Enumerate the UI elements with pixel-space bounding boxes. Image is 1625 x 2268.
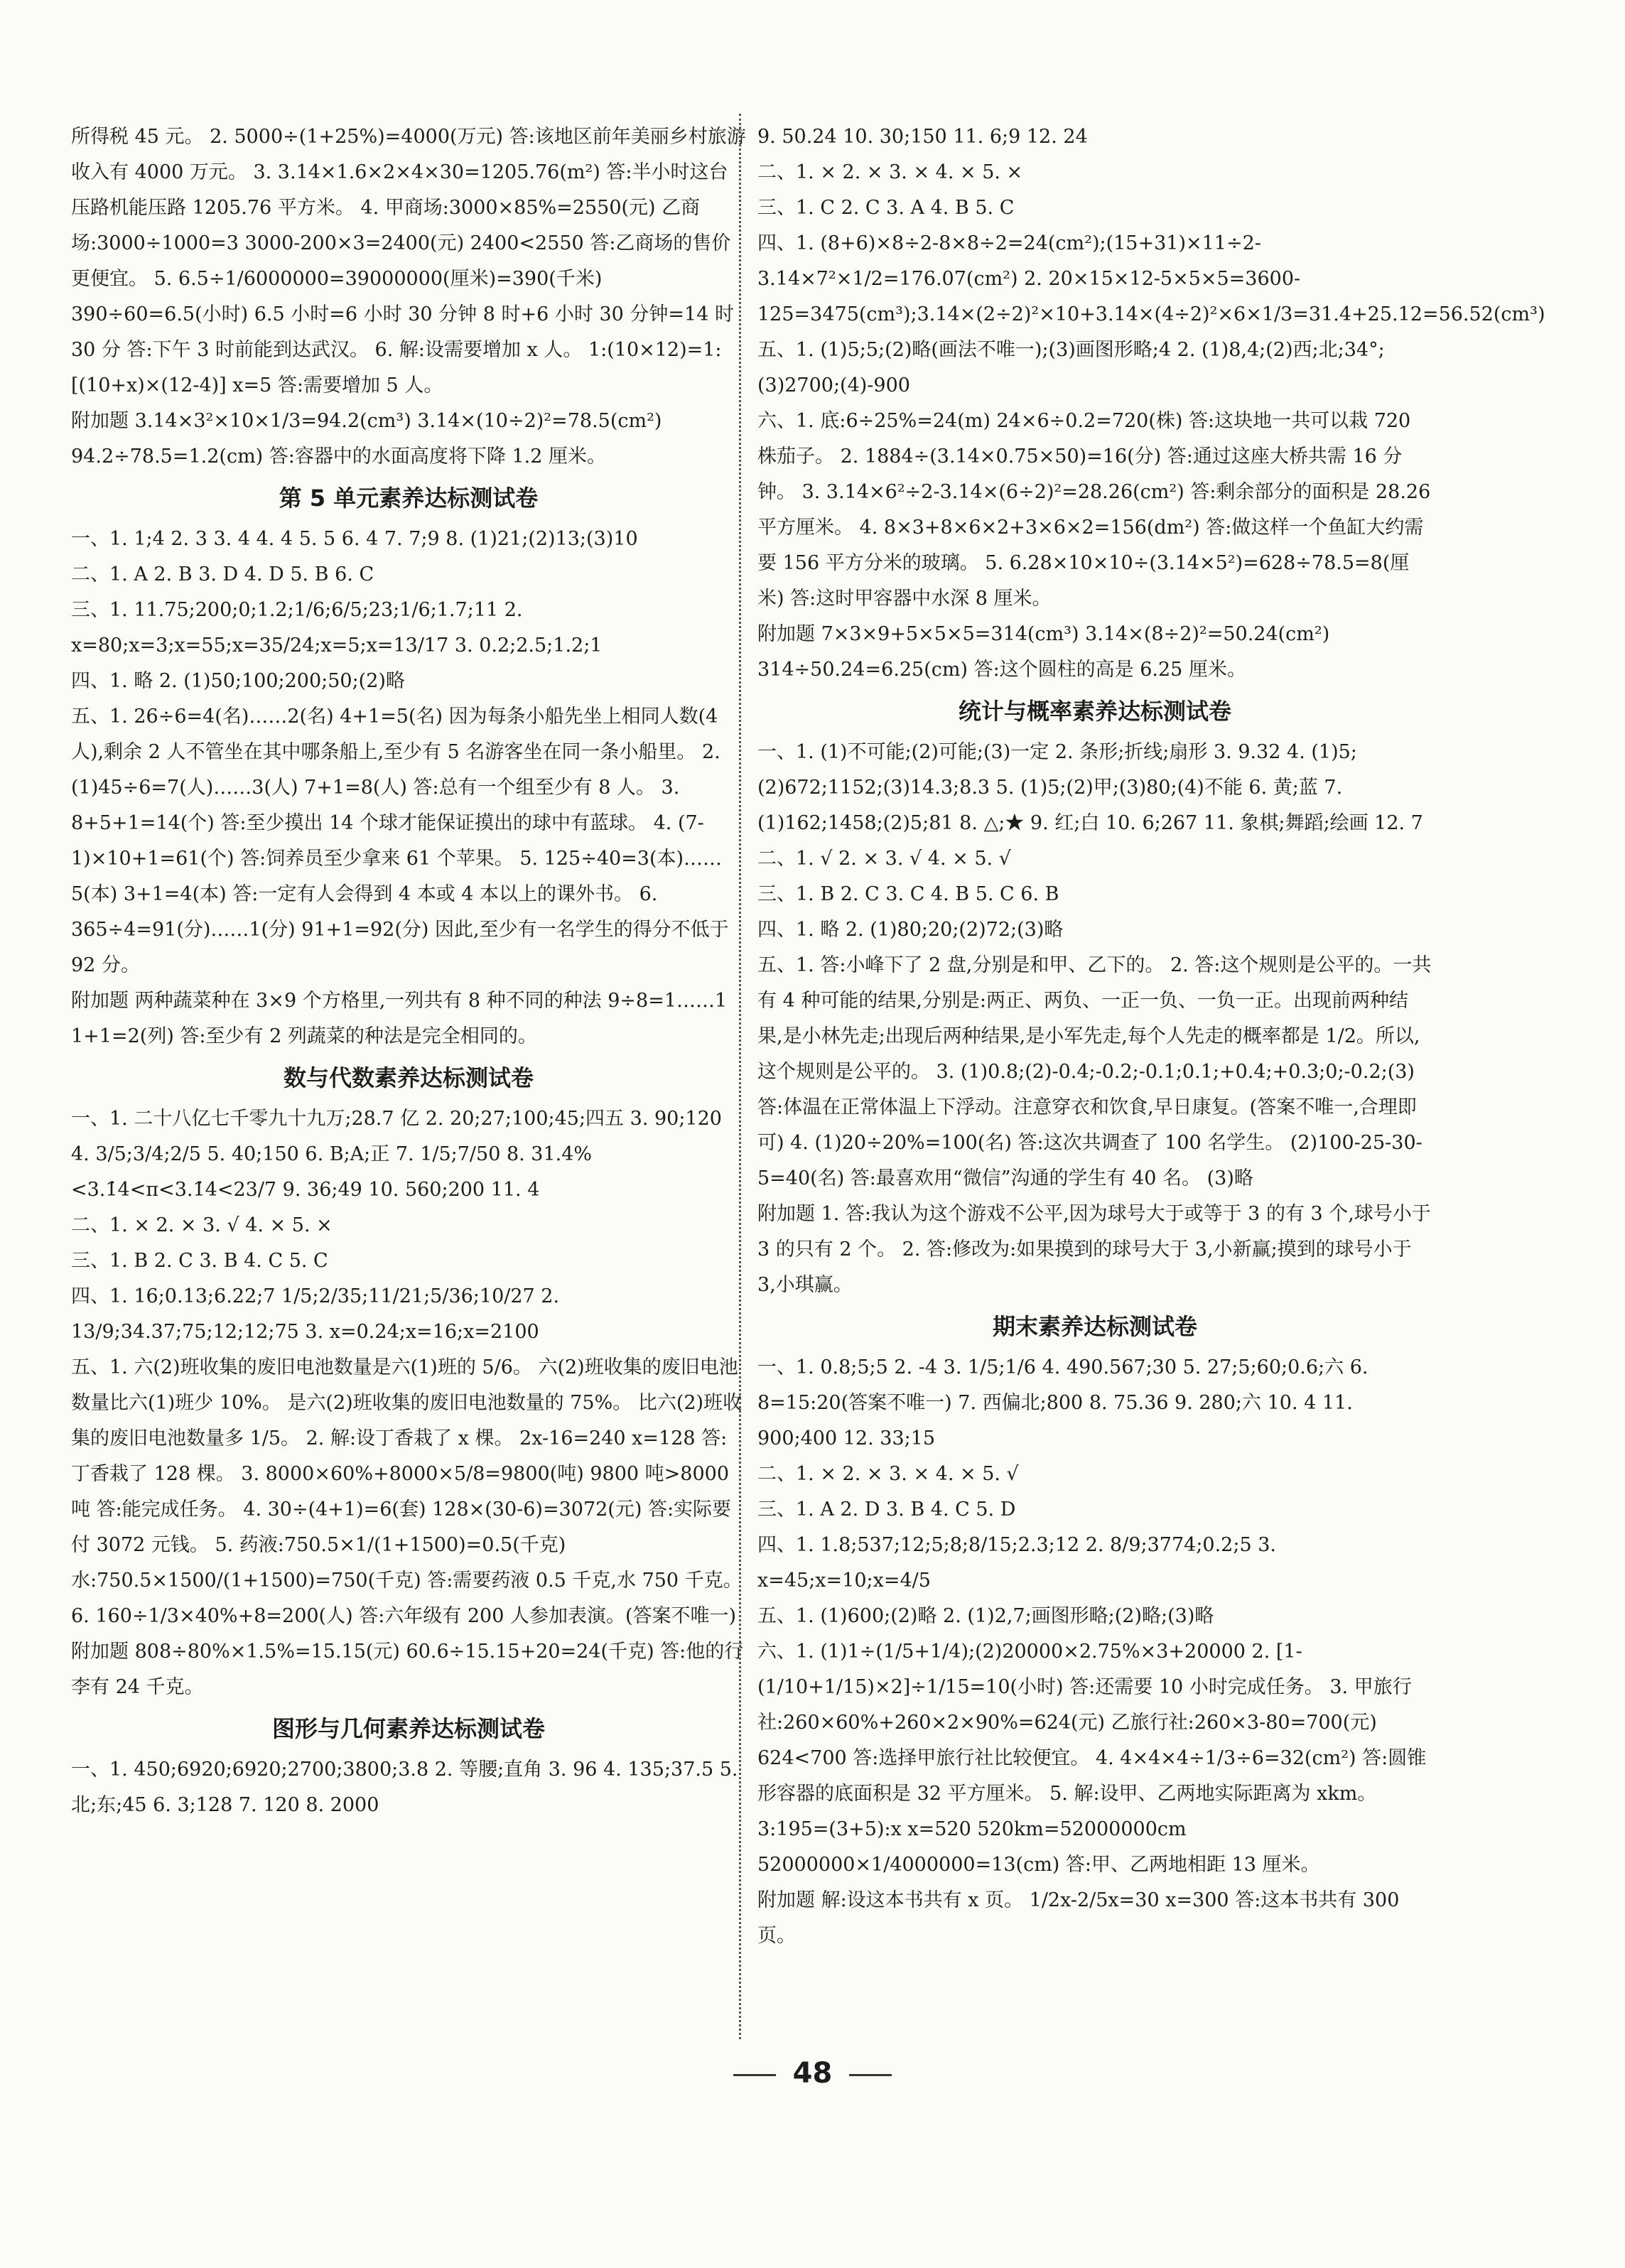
answer-paragraph: 五、1. 26÷6=4(名)……2(名) 4+1=5(名) 因为每条小船先坐上相同人数(4 人),剩余 2 人不管坐在其中哪条船上,至少有 5 名游客坐在同一条小船里。 2. (1)45÷6=7(人)……3(人) 7+1=8(人) 答:总有一个组至少有 8 人。 3. 8+5+1=14(个) 答:至少摸出 14 个球才能保证摸出的球中有蓝球。 4. (7-1)×10+1=61(个) 答:饲养员至少拿来 61 个苹果。 5. 125÷40=3(本)……5(本) 3+1=4(本) 答:一定有人会得到 4 本或 4 本以上的课外书。 6. 365÷4=91(分)……1(分) 91+1=92(分) 因此,至少有一名学生的得分不低于 92 分。 [71, 706, 735, 976]
answer-paragraph: 二、1. × 2. × 3. √ 4. × 5. × [71, 1214, 333, 1236]
answer-paragraph: 二、1. × 2. × 3. × 4. × 5. √ [757, 1463, 1019, 1485]
answer-paragraph: 三、1. B 2. C 3. C 4. B 5. C 6. B [757, 883, 1059, 905]
answer-paragraph: 二、1. A 2. B 3. D 4. D 5. B 6. C [71, 563, 374, 585]
answer-paragraph: 四、1. 略 2. (1)50;100;200;50;(2)略 [71, 670, 405, 692]
answer-paragraph: 附加题 解:设这本书共有 x 页。 1/2x-2/5x=30 x=300 答:这本书共有 300 页。 [757, 1889, 1405, 1947]
right-column [757, 119, 1545, 1954]
answer-paragraph: 附加题 1. 答:我认为这个游戏不公平,因为球号大于或等于 3 的有 3 个,球号小于 3 的只有 2 个。 2. 答:修改为:如果摸到的球号大于 3,小新赢;摸到的球号小于 3,小琪赢。 [757, 1203, 1437, 1296]
answer-paragraph: 二、1. × 2. × 3. × 4. × 5. × [757, 161, 1023, 183]
section-heading: 期末素养达标测试卷 [992, 1313, 1197, 1340]
answer-paragraph: 一、1. 二十八亿七千零九十九万;28.7 亿 2. 20;27;100;45;四五 3. 90;120 4. 3/5;3/4;2/5 5. 40;150 6. B;A;正 7. 1/5;7/50 8. 31.4%<3.1̇4̇<π<3.1̇4<23/7 9. 36;49 10. 560;200 11. 4 [71, 1108, 728, 1201]
answer-paragraph: 一、1. 1;4 2. 3 3. 4 4. 4 5. 5 6. 4 7. 7;9 8. (1)21;(2)13;(3)10 [71, 528, 638, 550]
answer-paragraph: 五、1. 六(2)班收集的废旧电池数量是六(1)班的 5/6。 六(2)班收集的废旧电池数量比六(1)班少 10%。 是六(2)班收集的废旧电池数量的 75%。 比六(2)班收集的废旧电池数量多 1/5。 2. 解:设丁香栽了 x 棵。 2x-16=240 x=128 答:丁香栽了 128 棵。 3. 8000×60%+8000×5/8=9800(吨) 9800 吨>8000 吨 答:能完成任务。 4. 30÷(4+1)=6(套) 128×(30-6)=3072(元) 答:实际要付 3072 元钱。 5. 药液:750.5×1/(1+1500)=0.5(千克) 水:750.5×1500/(1+1500)=750(千克) 答:需要药液 0.5 千克,水 750 千克。 6. 160÷1/3×40%+8=200(人) 答:六年级有 200 人参加表演。(答案不唯一) [71, 1356, 749, 1627]
answer-paragraph: 一、1. 0.8;5;5 2. -4 3. 1/5;1/6 4. 490.567;30 5. 27;5;60;0.6;六 6. 8=15:20(答案不唯一) 7. 西偏北;800 8. 75.36 9. 280;六 10. 4 11. 900;400 12. 33;15 [757, 1356, 1375, 1449]
answer-paragraph: 四、1. 略 2. (1)80;20;(2)72;(3)略 [757, 919, 1064, 941]
column-divider [739, 114, 741, 2039]
answer-paragraph: 所得税 45 元。 2. 5000÷(1+25%)=4000(万元) 答:该地区前年美丽乡村旅游收入有 4000 万元。 3. 3.14×1.6×2×4×30=1205.76(m²) 答:半小时这台压路机能压路 1205.76 平方米。 4. 甲商场:3000×85%=2550(元) 乙商场:3000÷1000=3 3000-200×3=2400(元) 2400<2550 答:乙商场的售价更便宜。 5. 6.5÷1/6000000=39000000(厘米)=390(千米) 390÷60=6.5(小时) 6.5 小时=6 小时 30 分钟 8 时+6 小时 30 分钟=14 时 30 分 答:下午 3 时前能到达武汉。 6. 解:设需要增加 x 人。 1:(10×12)=1:[(10+x)×(12-4)] x=5 答:需要增加 5 人。 [71, 126, 746, 396]
answer-paragraph: 四、1. 16;0.13;6.22;7 1/5;2/35;11/21;5/36;10/27 2. 13/9;34.37;75;12;12;75 3. x=0.24;x=16;x=2100 [71, 1285, 566, 1343]
answer-paragraph: 六、1. 底:6÷25%=24(m) 24×6÷0.2=720(株) 答:这块地一共可以栽 720 株茄子。 2. 1884÷(3.14×0.75×50)=16(分) 答:通过这座大桥共需 16 分钟。 3. 3.14×6²÷2-3.14×(6÷2)²=28.26(cm²) 答:剩余部分的面积是 28.26 平方厘米。 4. 8×3+8×6×2+3×6×2=156(dm²) 答:做这样一个鱼缸大约需要 156 平方分米的玻璃。 5. 6.28×10×10÷(3.14×5²)=628÷78.5=8(厘米) 答:这时甲容器中水深 8 厘米。 [757, 410, 1437, 610]
left-column [71, 119, 749, 1823]
answer-paragraph: 五、1. 答:小峰下了 2 盘,分别是和甲、乙下的。 2. 答:这个规则是公平的。一共有 4 种可能的结果,分别是:两正、两负、一正一负、一负一正。出现前两种结果,是小林先走;出现后两种结果,是小军先走,每个人先走的概率都是 1/2。所以,这个规则是公平的。 3. (1)0.8;(2)-0.4;-0.2;-0.1;0.1;+0.4;+0.3;0;-0.2;(3)答:体温在正常体温上下浮动。注意穿衣和饮食,早日康复。(答案不唯一,合理即可) 4. (1)20÷20%=100(名) 答:这次共调查了 100 名学生。 (2)100-25-30-5=40(名) 答:最喜欢用“微信”沟通的学生有 40 名。 (3)略 [757, 954, 1432, 1189]
answer-paragraph: 附加题 3.14×3²×10×1/3=94.2(cm³) 3.14×(10÷2)²=78.5(cm²) 94.2÷78.5=1.2(cm) 答:容器中的水面高度将下降 1.2 厘米。 [71, 410, 669, 468]
footer-dash-left [733, 2074, 776, 2076]
answer-paragraph: 9. 50.24 10. 30;150 11. 6;9 12. 24 [757, 126, 1088, 148]
answer-paragraph: 附加题 两种蔬菜种在 3×9 个方格里,一列共有 8 种不同的种法 9÷8=1……1 1+1=2(列) 答:至少有 2 列蔬菜的种法是完全相同的。 [71, 990, 733, 1047]
section-heading: 统计与概率素养达标测试卷 [958, 698, 1231, 725]
answer-paragraph: 五、1. (1)600;(2)略 2. (1)2,7;画图形略;(2)略;(3)略 [757, 1605, 1214, 1627]
answer-paragraph: 三、1. C 2. C 3. A 4. B 5. C [757, 197, 1015, 219]
answer-paragraph: 三、1. B 2. C 3. B 4. C 5. C [71, 1250, 328, 1272]
answer-paragraph: 附加题 7×3×9+5×5×5=314(cm³) 3.14×(8÷2)²=50.24(cm²) 314÷50.24=6.25(cm) 答:这个圆柱的高是 6.25 厘米。 [757, 623, 1336, 681]
answer-paragraph: 三、1. A 2. D 3. B 4. C 5. D [757, 1498, 1016, 1521]
answer-paragraph: 五、1. (1)5;5;(2)略(画法不唯一);(3)画图形略;4 2. (1)8,4;(2)西;北;34°;(3)2700;(4)-900 [757, 339, 1385, 396]
section-heading: 数与代数素养达标测试卷 [283, 1064, 534, 1091]
answer-paragraph: 一、1. (1)不可能;(2)可能;(3)一定 2. 条形;折线;扇形 3. 9.32 4. (1)5;(2)672;1152;(3)14.3;8.3 5. (1)5;(2)甲;(3)80;(4)不能 6. 黄;蓝 7. (1)162;1458;(2)5;81 8. △;★ 9. 红;白 10. 6;267 11. 象棋;舞蹈;绘画 12. 7 [757, 741, 1423, 834]
answer-paragraph: 四、1. (8+6)×8÷2-8×8÷2=24(cm²);(15+31)×11÷2-3.14×7²×1/2=176.07(cm²) 2. 20×15×12-5×5×5=3600-125=3475(cm³);3.14×(2÷2)²×10+3.14×(4÷2)²×6×1/3=31.4+25.12=56.52(cm³) [757, 232, 1545, 325]
answer-paragraph: 附加题 808÷80%×1.5%=15.15(元) 60.6÷15.15+20=24(千克) 答:他的行李有 24 千克。 [71, 1641, 744, 1698]
answer-paragraph: 一、1. 450;6920;6920;2700;3800;3.8 2. 等腰;直角 3. 96 4. 135;37.5 5. 北;东;45 6. 3;128 7. 120 8. 2000 [71, 1759, 745, 1816]
section-heading: 图形与几何素养达标测试卷 [271, 1715, 545, 1742]
page-footer [0, 2057, 1625, 2090]
footer-dash-right [849, 2074, 892, 2076]
answer-paragraph: 二、1. √ 2. × 3. √ 4. × 5. √ [757, 848, 1011, 870]
answer-paragraph: 六、1. (1)1÷(1/5+1/4);(2)20000×2.75%×3+20000 2. [1-(1/10+1/15)×2]÷1/15=10(小时) 答:还需要 10 小时完成任务。 3. 甲旅行社:260×60%+260×2×90%=624(元) 乙旅行社:260×3-80=700(元) 624<700 答:选择甲旅行社比较便宜。 4. 4×4×4÷1/3÷6=32(cm²) 答:圆锥形容器的底面积是 32 平方厘米。 5. 解:设甲、乙两地实际距离为 xkm。 3:195=(3+5):x x=520 520km=52000000cm 52000000×1/4000000=13(cm) 答:甲、乙两地相距 13 厘米。 [757, 1641, 1427, 1876]
page-number: 48 [792, 2057, 833, 2090]
section-heading: 第 5 单元素养达标测试卷 [279, 485, 539, 512]
answer-paragraph: 三、1. 11.75;200;0;1.2;1/6;6/5;23;1/6;1.7;11 2. x=80;x=3;x=55;x=35/24;x=5;x=13/17 3. 0.2;2.5;1.2;1 [71, 599, 603, 657]
answer-paragraph: 四、1. 1.8;537;12;5;8;8/15;2.3;12 2. 8/9;3774;0.2;5 3. x=45;x=10;x=4/5 [757, 1534, 1283, 1592]
